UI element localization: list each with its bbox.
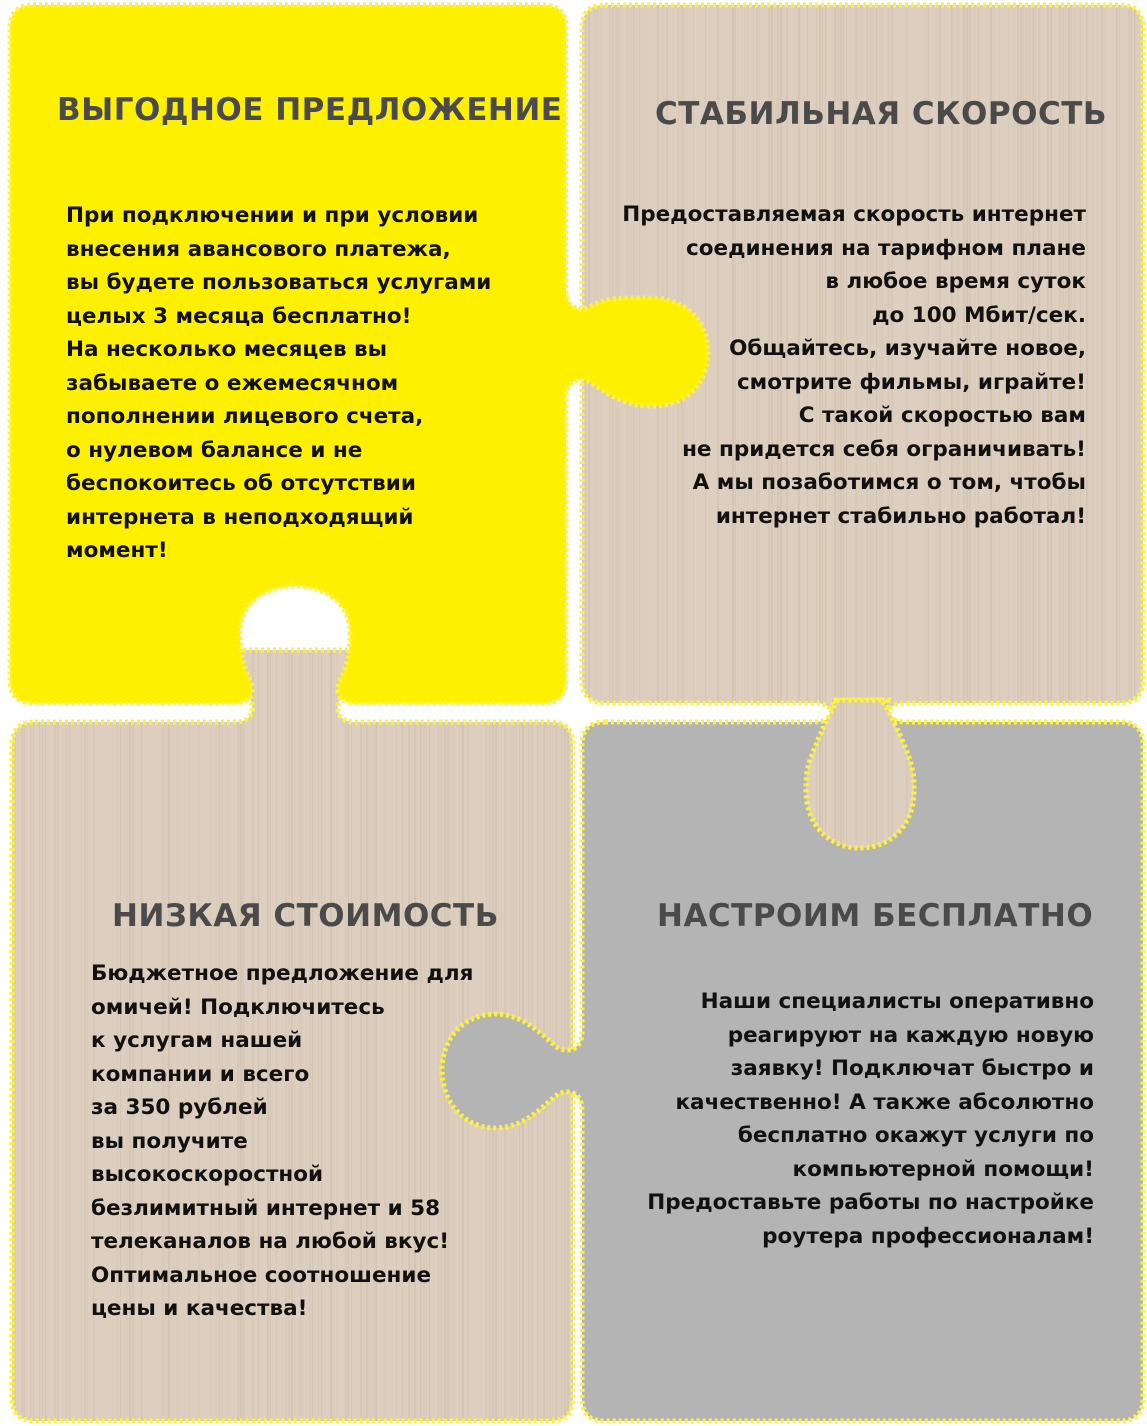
speed-text-line: в любое время суток — [825, 269, 1086, 294]
speed-title: СТАБИЛЬНАЯ СКОРОСТЬ — [655, 96, 1107, 132]
price-text-line: за 350 рублей — [91, 1095, 268, 1120]
offer-text-line: вы будете пользоваться услугами — [66, 270, 492, 295]
speed-text — [622, 198, 1086, 533]
setup-text-line: качественно! А также абсолютно — [675, 1089, 1094, 1115]
speed-text-line: Предоставляемая скорость интернет — [622, 202, 1086, 227]
speed-text-line: С такой скоростью вам — [798, 403, 1086, 428]
offer-text-line: внесения авансового платежа, — [66, 236, 451, 262]
offer-text-line: забываете о ежемесячном — [66, 370, 399, 396]
offer-text-line: беспокоитесь об отсутствии — [66, 471, 416, 496]
offer-text-line: На несколько месяцев вы — [66, 337, 388, 362]
price-text-line: телеканалов на любой вкус! — [91, 1229, 450, 1254]
price-text-line: безлимитный интернет и 58 — [91, 1195, 441, 1221]
price-text-line: цены и качества! — [91, 1296, 308, 1321]
speed-text-line: интернет стабильно работал! — [715, 503, 1086, 529]
price-text-line: Оптимальное соотношение — [91, 1262, 432, 1288]
speed-text-line: соединения на тарифном плане — [685, 235, 1086, 261]
speed-text-line: смотрите фильмы, играйте! — [736, 369, 1086, 395]
price-title: НИЗКАЯ СТОИМОСТЬ — [112, 898, 499, 934]
price-text-line: Бюджетное предложение для — [91, 961, 474, 986]
setup-text-line: Наши специалисты оперативно — [700, 989, 1094, 1014]
price-text-line: высокоскоростной — [91, 1162, 324, 1187]
price-text-line: к услугам нашей — [91, 1028, 303, 1053]
offer-text-line: целых 3 месяца бесплатно! — [66, 303, 412, 329]
offer-text — [66, 199, 491, 568]
offer-text-line: о нулевом балансе и не — [66, 437, 363, 463]
setup-text-line: бесплатно окажут услуги по — [737, 1123, 1094, 1148]
price-text-line: омичей! Подключитесь — [91, 994, 385, 1020]
offer-title: ВЫГОДНОЕ ПРЕДЛОЖЕНИЕ — [57, 92, 563, 128]
price-text — [91, 957, 473, 1326]
price-text-line: вы получите — [91, 1128, 248, 1154]
speed-text-line: А мы позаботимся о том, чтобы — [692, 470, 1086, 495]
offer-text-line: момент! — [66, 538, 168, 563]
price-text-line: компании и всего — [91, 1061, 310, 1087]
setup-text-line: компьютерной помощи! — [792, 1156, 1094, 1182]
speed-text-line: Общайтесь, изучайте новое, — [729, 336, 1086, 361]
offer-text-line: интернета в неподходящий — [66, 504, 414, 530]
setup-text-line: реагируют на каждую новую — [727, 1022, 1094, 1048]
setup-text-line: роутера профессионалам! — [762, 1223, 1094, 1249]
offer-text-line: При подключении и при условии — [66, 203, 479, 228]
setup-title: НАСТРОИМ БЕСПЛАТНО — [657, 898, 1094, 934]
setup-text-line: заявку! Подключат быстро и — [730, 1056, 1094, 1081]
offer-text-line: пополнении лицевого счета, — [66, 404, 424, 429]
setup-text-line: Предоставьте работы по настройке — [647, 1190, 1094, 1215]
setup-text — [647, 985, 1094, 1253]
speed-text-line: не придется себя ограничивать! — [682, 436, 1086, 462]
speed-text-line: до 100 Мбит/сек. — [872, 302, 1086, 328]
